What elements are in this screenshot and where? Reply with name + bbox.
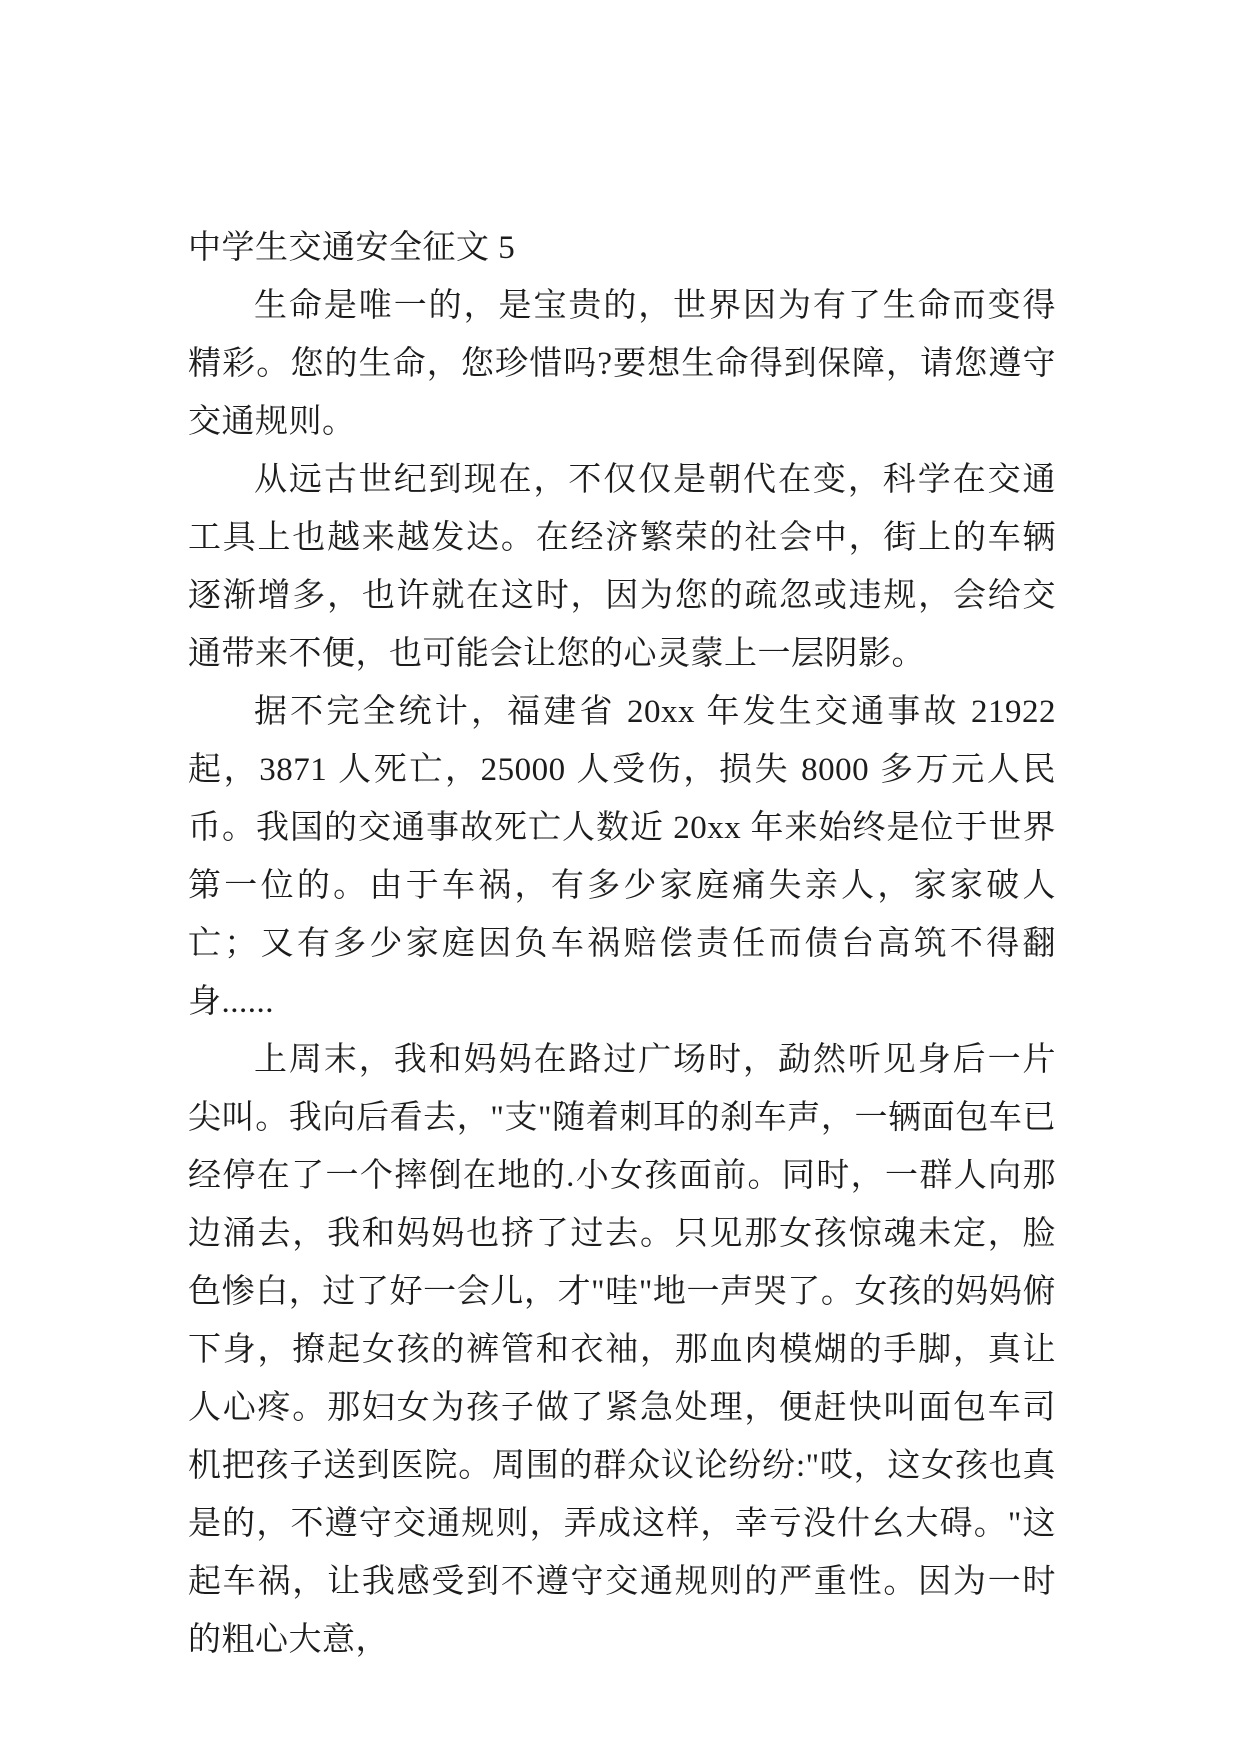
essay-paragraph-2: 从远古世纪到现在，不仅仅是朝代在变，科学在交通工具上也越来越发达。在经济繁荣的社会中，街上的车辆逐渐增多，也许就在这时，因为您的疏忽或违规，会给交通带来不便，也可能会让您的心灵蒙上一层阴影。 xyxy=(188,462,1056,672)
essay-paragraph-3: 据不完全统计，福建省 20xx 年发生交通事故 21922 起，3871 人死亡，25000 人受伤，损失 8000 多万元人民币。我国的交通事故死亡人数近 20xx 年来始终是位于世界第一位的。由于车祸，有多少家庭痛失亲人，家家破人亡；又有多少家庭因负车祸赔偿责任而债台高筑不得翻身...... xyxy=(188,694,1056,1020)
essay-title: 中学生交通安全征文 5 xyxy=(188,230,516,266)
essay-content xyxy=(188,219,1056,1669)
essay-paragraph-4: 上周末，我和妈妈在路过广场时，勐然听见身后一片尖叫。我向后看去，"支"随着刺耳的刹车声，一辆面包车已经停在了一个摔倒在地的.小女孩面前。同时，一群人向那边涌去，我和妈妈也挤了过去。只见那女孩惊魂未定，脸色惨白，过了好一会儿，才"哇"地一声哭了。女孩的妈妈俯下身，撩起女孩的裤管和衣袖，那血肉模煳的手脚，真让人心疼。那妇女为孩子做了紧急处理，便赶快叫面包车司机把孩子送到医院。周围的群众议论纷纷:"哎，这女孩也真是的，不遵守交通规则，弄成这样，幸亏没什幺大碍。"这起车祸，让我感受到不遵守交通规则的严重性。因为一时的粗心大意， xyxy=(188,1042,1056,1658)
essay-paragraph-1: 生命是唯一的，是宝贵的，世界因为有了生命而变得精彩。您的生命，您珍惜吗?要想生命得到保障，请您遵守交通规则。 xyxy=(188,288,1056,440)
